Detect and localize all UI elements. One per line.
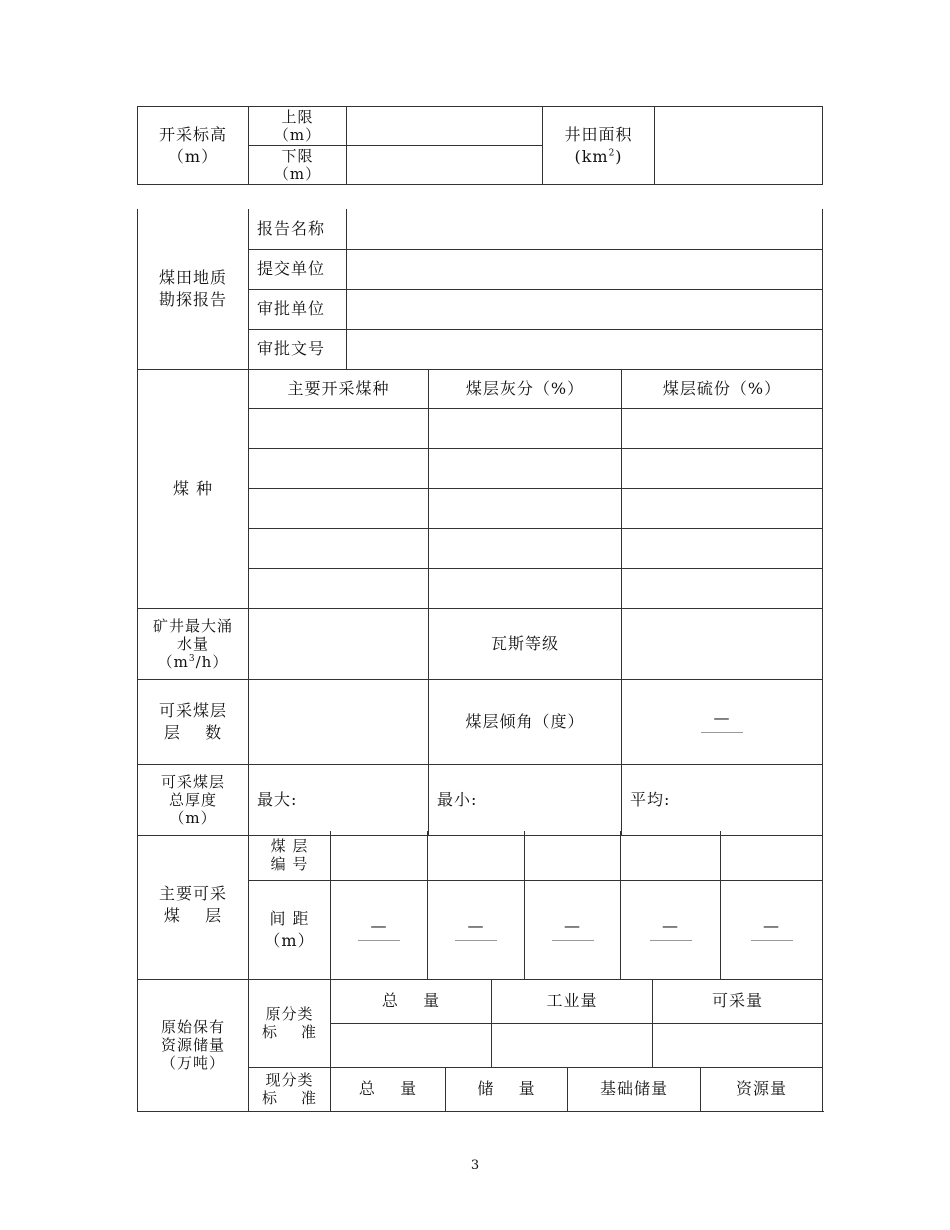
- seam-spacing-label: 间 距 （m）: [249, 880, 331, 979]
- elevation-table: [137, 106, 823, 185]
- seam-number-cell[interactable]: [621, 831, 721, 880]
- ash-content-header: 煤层灰分（%）: [429, 369, 622, 408]
- coal-type-cell[interactable]: [249, 408, 429, 448]
- submitting-unit-value[interactable]: [347, 249, 823, 289]
- seam-dip-label: 煤层倾角（度）: [429, 679, 622, 764]
- approval-number-value[interactable]: [347, 329, 823, 369]
- seam-spacing-cell[interactable]: [721, 880, 823, 979]
- report-section-label: 煤田地质 勘探报告: [138, 209, 249, 369]
- new-total-header: 总 量: [331, 1067, 446, 1111]
- seam-number-cell[interactable]: [525, 831, 621, 880]
- thickness-max[interactable]: 最大:: [249, 764, 429, 835]
- coal-type-cell[interactable]: [249, 568, 429, 608]
- sulfur-cell[interactable]: [622, 528, 823, 568]
- old-industrial-header: 工业量: [492, 979, 653, 1023]
- seam-number-cell[interactable]: [331, 831, 428, 880]
- max-water-inflow-value[interactable]: [249, 608, 429, 679]
- old-industrial-value[interactable]: [492, 1023, 653, 1067]
- ash-cell[interactable]: [429, 528, 622, 568]
- underline: [701, 732, 743, 733]
- seam-spacing-cell[interactable]: [525, 880, 621, 979]
- max-water-inflow-label: 矿井最大涌 水量 $(m^3/h)$: [138, 608, 249, 679]
- thickness-avg[interactable]: 平均:: [622, 764, 823, 835]
- sulfur-cell[interactable]: [622, 568, 823, 608]
- sulfur-content-header: 煤层硫份（%）: [622, 369, 823, 408]
- main-coal-type-header: 主要开采煤种: [249, 369, 429, 408]
- old-recoverable-header: 可采量: [653, 979, 823, 1023]
- approval-number-label: 审批文号: [249, 329, 347, 369]
- page-number: 3: [470, 1158, 480, 1173]
- main-seams-table: [137, 831, 823, 980]
- report-name-label: 报告名称: [249, 209, 347, 249]
- thickness-min[interactable]: 最小:: [429, 764, 622, 835]
- approval-unit-value[interactable]: [347, 289, 823, 329]
- seam-number-cell[interactable]: [428, 831, 525, 880]
- elevation-label: 开采标高 （m）: [138, 107, 249, 185]
- new-resource-header: 资源量: [701, 1067, 823, 1111]
- underline: [650, 940, 692, 941]
- gas-grade-label: 瓦斯等级: [429, 608, 622, 679]
- sulfur-cell[interactable]: [622, 408, 823, 448]
- total-thickness-label: 可采煤层 总厚度 （m）: [138, 764, 249, 835]
- underline: [358, 940, 400, 941]
- seam-spacing-cell[interactable]: [621, 880, 721, 979]
- report-name-value[interactable]: [347, 209, 823, 249]
- ash-cell[interactable]: [429, 448, 622, 488]
- mine-area-value[interactable]: [655, 107, 823, 185]
- new-basic-reserve-header: 基础储量: [568, 1067, 701, 1111]
- dash-mark: —: [467, 916, 485, 935]
- old-total-header: 总 量: [331, 979, 492, 1023]
- sulfur-cell[interactable]: [622, 488, 823, 528]
- reserves-table: [137, 979, 823, 1112]
- main-seams-label: 主要可采 煤 层: [138, 831, 249, 979]
- gas-grade-value[interactable]: [622, 608, 823, 679]
- underline: [552, 940, 594, 941]
- seam-dip-value[interactable]: [622, 679, 823, 764]
- old-total-value[interactable]: [331, 1023, 492, 1067]
- seam-number-label: 煤 层 编 号: [249, 831, 331, 880]
- dash-mark: —: [662, 916, 679, 935]
- seam-count-label: 可采煤层 层 数: [138, 679, 249, 764]
- main-info-table: [137, 209, 823, 836]
- approval-unit-label: 审批单位: [249, 289, 347, 329]
- coal-type-cell[interactable]: [249, 528, 429, 568]
- ash-cell[interactable]: [429, 488, 622, 528]
- ash-cell[interactable]: [429, 408, 622, 448]
- dash-mark: —: [564, 916, 581, 935]
- old-recoverable-value[interactable]: [653, 1023, 823, 1067]
- reserves-label: 原始保有 资源储量 （万吨）: [138, 979, 249, 1111]
- coal-type-cell[interactable]: [249, 448, 429, 488]
- mine-area-label: 井田面积 $(km^2)$: [543, 107, 655, 185]
- upper-limit-value[interactable]: [347, 107, 543, 146]
- new-reserve-header: 储 量: [446, 1067, 568, 1111]
- seam-count-value[interactable]: [249, 679, 429, 764]
- seam-spacing-cell[interactable]: [428, 880, 525, 979]
- ash-cell[interactable]: [429, 568, 622, 608]
- dash-mark: —: [763, 916, 780, 935]
- underline: [751, 940, 793, 941]
- dash-mark: —: [713, 708, 731, 727]
- sulfur-cell[interactable]: [622, 448, 823, 488]
- underline: [455, 940, 497, 941]
- coal-type-section-label: 煤 种: [138, 369, 249, 608]
- coal-type-cell[interactable]: [249, 488, 429, 528]
- old-standard-label: 原分类 标 准: [249, 979, 331, 1067]
- upper-limit-label: 上限 （m）: [249, 107, 347, 146]
- new-standard-label: 现分类 标 准: [249, 1067, 331, 1111]
- lower-limit-label: 下限 （m）: [249, 146, 347, 185]
- submitting-unit-label: 提交单位: [249, 249, 347, 289]
- lower-limit-value[interactable]: [347, 146, 543, 185]
- seam-spacing-cell[interactable]: [331, 880, 428, 979]
- dash-mark: —: [370, 916, 388, 935]
- seam-number-cell[interactable]: [721, 831, 823, 880]
